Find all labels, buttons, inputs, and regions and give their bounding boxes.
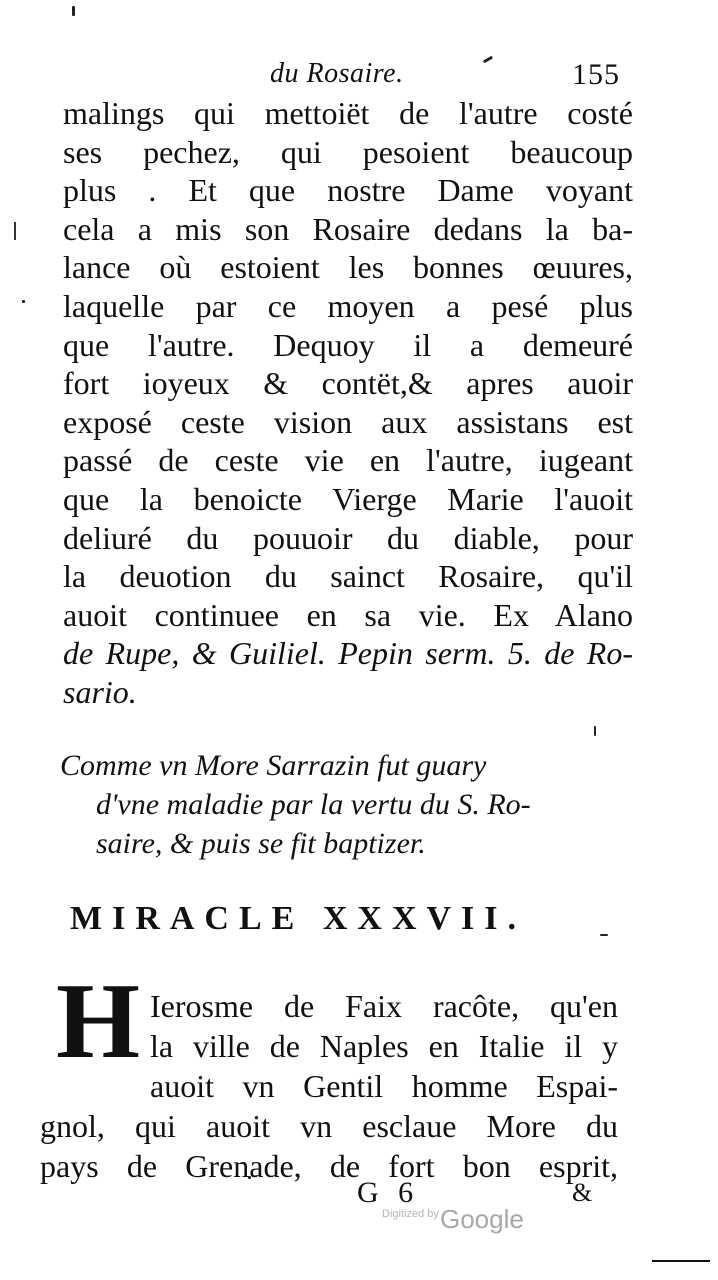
text-line: que la benoicte Vierge Marie l'auoit [63, 480, 633, 517]
text-line: la deuotion du sainct Rosaire, qu'il [63, 558, 633, 595]
digitized-by-label: Digitized by [382, 1208, 439, 1220]
text-line: que l'autre. Dequoy il a demeuré [63, 326, 633, 363]
scan-speck [483, 56, 493, 64]
scan-speck [72, 6, 75, 16]
text-line: fort ioyeux & contët,& apres auoir [63, 365, 633, 402]
chapter-title-line: saire, & puis se fit baptizer. [96, 827, 426, 860]
google-watermark: Google [440, 1204, 524, 1234]
drop-cap: H [56, 962, 141, 1081]
chapter-title-line: d'vne maladie par la vertu du S. Ro- [96, 788, 531, 821]
second-paragraph [40, 986, 618, 1186]
scan-speck [600, 934, 608, 936]
text-line: auoit vn Gentil homme Espai- [150, 1068, 618, 1104]
text-line: ses pechez, qui pesoient beaucoup [63, 133, 633, 170]
text-line: gnol, qui auoit vn esclaue More du [40, 1108, 618, 1144]
text-line: deliuré du pouuoir du diable, pour [63, 519, 633, 556]
scan-edge-line [652, 1260, 710, 1262]
chapter-title-line: Comme vn More Sarrazin fut guary [60, 749, 487, 782]
text-line: la ville de Naples en Italie il y [150, 1028, 618, 1064]
scan-speck [594, 726, 596, 736]
text-line: Ierosme de Faix racôte, qu'en [150, 988, 618, 1024]
catchword: & [572, 1178, 593, 1207]
text-line: laquelle par ce moyen a pesé plus [63, 287, 633, 324]
text-line: pays de Grenade, de fort bon esprit, [40, 1148, 618, 1184]
scan-speck [22, 300, 25, 303]
text-line: plus . Et que nostre Dame voyant [63, 172, 633, 209]
text-line: exposé ceste vision aux assistans est [63, 403, 633, 440]
page-number: 155 [572, 58, 620, 91]
text-line: cela a mis son Rosaire dedans la ba- [63, 210, 633, 247]
running-head: du Rosaire. [270, 58, 404, 89]
chapter-title [60, 746, 620, 863]
body-paragraph [63, 94, 633, 712]
signature-mark: G 6 [357, 1176, 420, 1209]
citation-line: sario. [63, 673, 137, 710]
text-line: malings qui mettoiët de l'autre costé [63, 95, 633, 131]
text-line: passé de ceste vie en l'autre, iugeant [63, 442, 633, 479]
miracle-heading: MIRACLE XXXVII. [70, 900, 527, 937]
scan-mark [14, 222, 16, 240]
text-line: lance où estoient les bonnes œuures, [63, 249, 633, 286]
citation-line: de Rupe, & Guiliel. Pepin serm. 5. de Ro- [63, 635, 633, 672]
text-line: auoit continuee en sa vie. Ex Alano [63, 596, 633, 633]
